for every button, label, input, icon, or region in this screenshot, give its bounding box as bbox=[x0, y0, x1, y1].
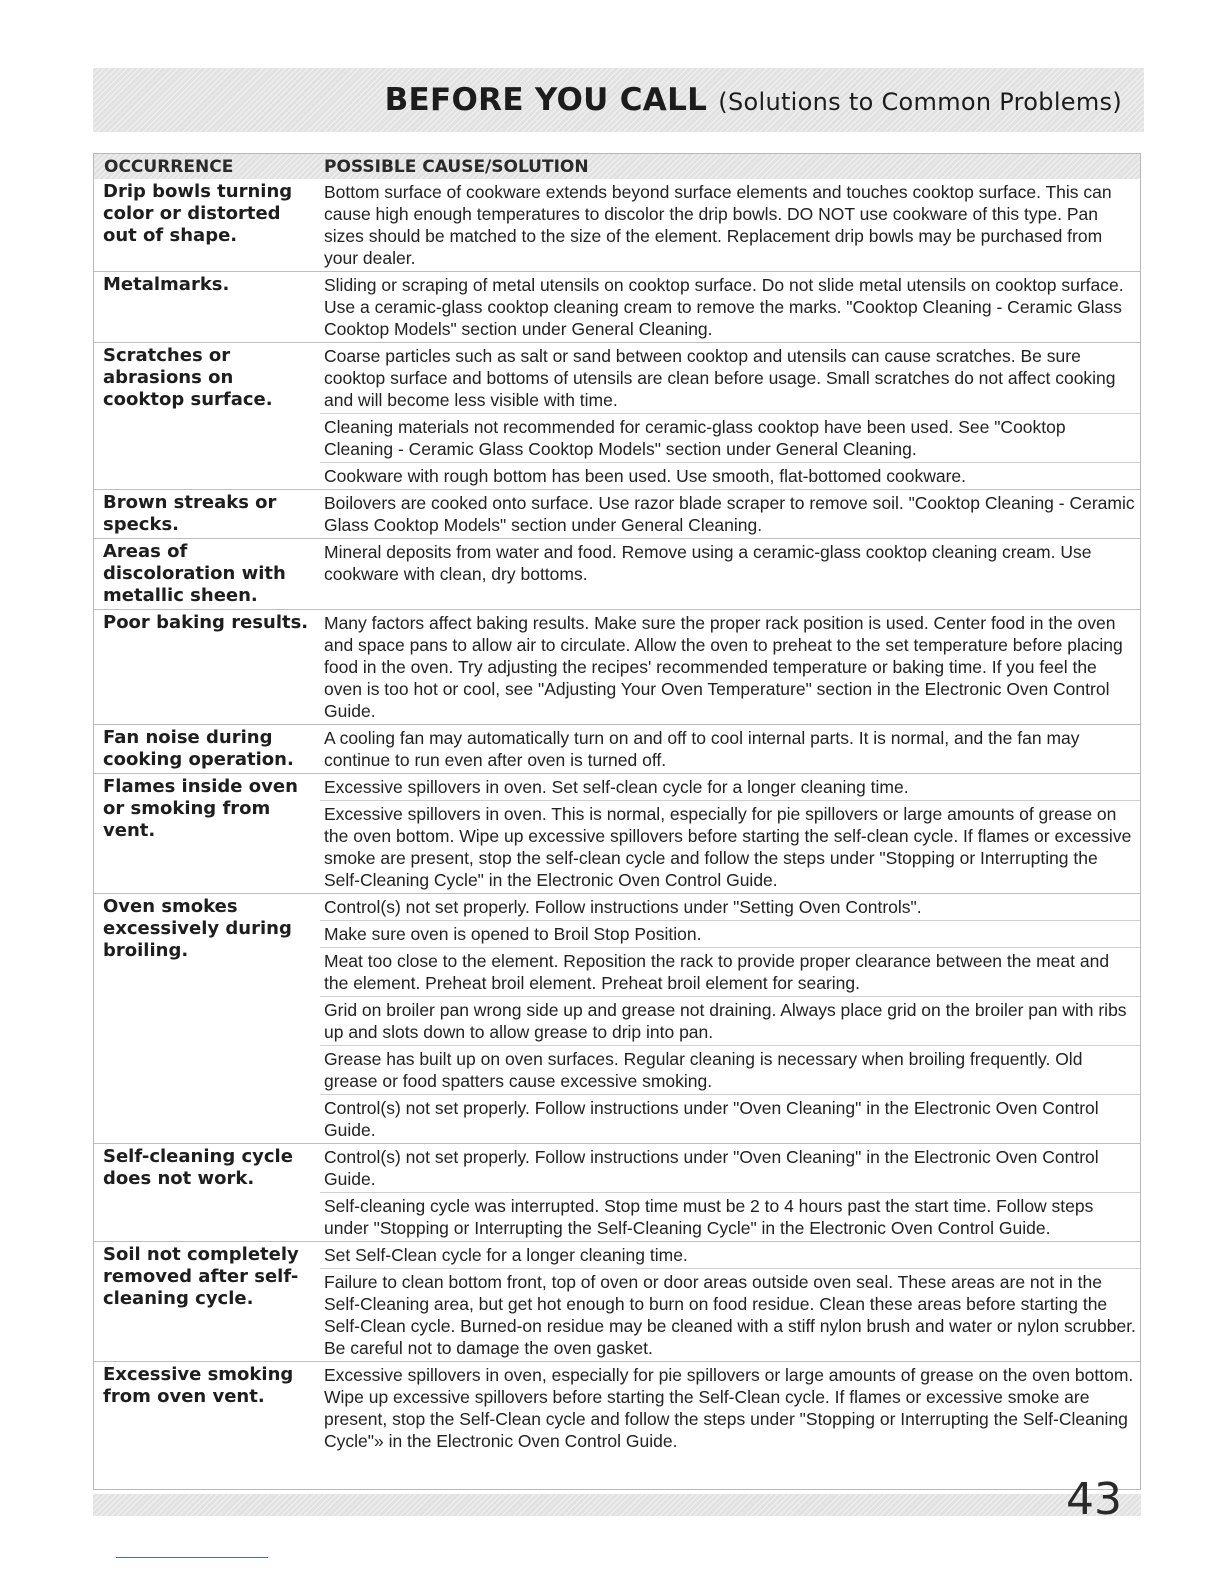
table-row bbox=[94, 342, 1140, 489]
occurrence-cell: Flames inside oven or smoking from vent. bbox=[103, 776, 298, 841]
table-header bbox=[94, 154, 1140, 179]
table-row bbox=[94, 773, 1140, 893]
table-row bbox=[94, 1143, 1140, 1241]
page-number: 43 bbox=[1066, 1474, 1122, 1525]
solution-item: Sliding or scraping of metal utensils on cooktop surface. Do not slide metal utensils on cooktop surface. Use a ceramic-glass cooktop cleaning cream to remove the marks. "Cooktop Cleaning - Ceramic Glass Cooktop Models" section under General Cleaning. bbox=[324, 275, 1124, 339]
solution-item: Self-cleaning cycle was interrupted. Stop time must be 2 to 4 hours past the start time. Follow steps under "Stopping or Interrupting the Self-Cleaning Cycle" in the Electronic Oven Control Guide. bbox=[320, 1192, 1140, 1241]
solutions-cell bbox=[320, 725, 1140, 773]
solution-item: Control(s) not set properly. Follow instructions under "Setting Oven Controls". bbox=[324, 897, 922, 917]
solutions-cell bbox=[320, 774, 1140, 893]
solution-item: Bottom surface of cookware extends beyond surface elements and touches cooktop surface. This can cause high enough temperatures to discolor the drip bowls. DO NOT use cookware of this type. Pan sizes should be matched to the size of the element. Replacement drip bowls may be purchased from your dealer. bbox=[324, 182, 1112, 268]
solution-item: Coarse particles such as salt or sand between cooktop and utensils can cause scratches. Be sure cooktop surface and bottoms of utensils are clean before usage. Small scratches do not affect cooking and will become less visible with time. bbox=[324, 346, 1116, 410]
footer-bar bbox=[93, 1494, 1141, 1516]
solution-item: Meat too close to the element. Reposition the rack to provide proper clearance between the meat and the element. Preheat broil element. Preheat broil element for searing. bbox=[320, 947, 1140, 996]
header-solution: POSSIBLE CAUSE/SOLUTION bbox=[324, 156, 589, 177]
solutions-cell bbox=[320, 272, 1140, 342]
occurrence-cell: Fan noise during cooking operation. bbox=[103, 727, 294, 770]
solution-item: Many factors affect baking results. Make sure the proper rack position is used. Center food in the oven and space pans to allow air to circulate. Allow the oven to preheat to the set temperature before placing food in the oven. Try adjusting the recipes' recommended temperature or baking time. If you feel the oven is too hot or cool, see "Adjusting Your Oven Temperature" section in the Electronic Oven Control Guide. bbox=[324, 613, 1123, 721]
table-row bbox=[94, 609, 1140, 724]
occurrence-cell: Excessive smoking from oven vent. bbox=[103, 1364, 294, 1407]
troubleshooting-table bbox=[93, 153, 1141, 1490]
table-row bbox=[94, 179, 1140, 271]
occurrence-cell: Areas of discoloration with metallic sheen. bbox=[103, 541, 286, 606]
table-row bbox=[94, 724, 1140, 773]
solution-item: Excessive spillovers in oven. Set self-clean cycle for a longer cleaning time. bbox=[324, 777, 909, 797]
solution-item: Excessive spillovers in oven. This is normal, especially for pie spillovers or large amounts of grease on the oven bottom. Wipe up excessive spillovers before starting the self-clean cycle. If flames or excessive smoke are present, stop the self-clean cycle and follow the steps under "Stopping or Interrupting the Self-Cleaning Cycle" in the Electronic Oven Control Guide. bbox=[320, 800, 1140, 893]
table-row bbox=[94, 1361, 1140, 1454]
banner-title-main: BEFORE YOU CALL bbox=[384, 82, 708, 118]
solutions-cell bbox=[320, 490, 1140, 538]
occurrence-cell: Drip bowls turning color or distorted out of shape. bbox=[103, 181, 293, 246]
page-title bbox=[385, 82, 1122, 118]
table-row bbox=[94, 489, 1140, 538]
solutions-cell bbox=[320, 179, 1140, 271]
header-occurrence: OCCURRENCE bbox=[104, 156, 234, 177]
solution-item: Grid on broiler pan wrong side up and grease not draining. Always place grid on the broiler pan with ribs up and slots down to allow grease to drip into pan. bbox=[320, 996, 1140, 1045]
occurrence-cell: Poor baking results. bbox=[103, 612, 309, 633]
solution-item: Set Self-Clean cycle for a longer cleaning time. bbox=[324, 1245, 688, 1265]
occurrence-cell: Brown streaks or specks. bbox=[103, 492, 277, 535]
solution-item: Mineral deposits from water and food. Remove using a ceramic-glass cooktop cleaning cream. Use cookware with clean, dry bottoms. bbox=[324, 542, 1092, 584]
solutions-cell bbox=[320, 539, 1140, 609]
occurrence-cell: Scratches or abrasions on cooktop surface. bbox=[103, 345, 273, 410]
solutions-cell bbox=[320, 1144, 1140, 1241]
solution-item: Excessive spillovers in oven, especially for pie spillovers or large amounts of grease on the oven bottom. Wipe up excessive spillovers before starting the Self-Clean cycle. If flames or excessive smoke are present, stop the Self-Clean cycle and follow the steps under "Stopping or Interrupting the Self-Cleaning Cycle"» in the Electronic Oven Control Guide. bbox=[324, 1365, 1134, 1451]
solution-item: Control(s) not set properly. Follow instructions under "Oven Cleaning" in the Electronic Oven Control Guide. bbox=[324, 1147, 1099, 1189]
table-row bbox=[94, 271, 1140, 342]
solution-item: Control(s) not set properly. Follow instructions under "Oven Cleaning" in the Electronic Oven Control Guide. bbox=[320, 1094, 1140, 1143]
solution-item: Failure to clean bottom front, top of oven or door areas outside oven seal. These areas are not in the Self-Cleaning area, but get hot enough to burn on food residue. Clean these areas before starting the Self-Clean cycle. Burned-on residue may be cleaned with a stiff nylon brush and water or nylon scrubber. Be careful not to damage the oven gasket. bbox=[320, 1268, 1140, 1361]
solution-item: A cooling fan may automatically turn on and off to cool internal parts. It is normal, and the fan may continue to run even after oven is turned off. bbox=[324, 728, 1080, 770]
solution-item: Make sure oven is opened to Broil Stop Position. bbox=[320, 920, 1140, 947]
table-row bbox=[94, 538, 1140, 609]
occurrence-cell: Oven smokes excessively during broiling. bbox=[103, 896, 292, 961]
solutions-cell bbox=[320, 610, 1140, 724]
solution-item: Cookware with rough bottom has been used. Use smooth, flat-bottomed cookware. bbox=[320, 462, 1140, 489]
solutions-cell bbox=[320, 1242, 1140, 1361]
solution-item: Boilovers are cooked onto surface. Use razor blade scraper to remove soil. "Cooktop Cleaning - Ceramic Glass Cooktop Models" section under General Cleaning. bbox=[324, 493, 1135, 535]
solutions-cell bbox=[320, 1362, 1140, 1454]
solutions-cell bbox=[320, 894, 1140, 1143]
solution-item: Grease has built up on oven surfaces. Regular cleaning is necessary when broiling frequently. Old grease or food spatters cause excessive smoking. bbox=[320, 1045, 1140, 1094]
bottom-rule bbox=[116, 1557, 268, 1558]
solutions-cell bbox=[320, 343, 1140, 489]
table-row bbox=[94, 1241, 1140, 1361]
occurrence-cell: Self-cleaning cycle does not work. bbox=[103, 1146, 293, 1189]
banner-subtitle: (Solutions to Common Problems) bbox=[718, 88, 1122, 116]
occurrence-cell: Soil not completely removed after self-cleaning cycle. bbox=[103, 1244, 299, 1309]
occurrence-cell: Metalmarks. bbox=[103, 274, 230, 295]
table-body bbox=[94, 179, 1140, 1489]
table-row bbox=[94, 893, 1140, 1143]
page-banner bbox=[93, 68, 1144, 132]
solution-item: Cleaning materials not recommended for ceramic-glass cooktop have been used. See "Cooktop Cleaning - Ceramic Glass Cooktop Models" section under General Cleaning. bbox=[320, 413, 1140, 462]
